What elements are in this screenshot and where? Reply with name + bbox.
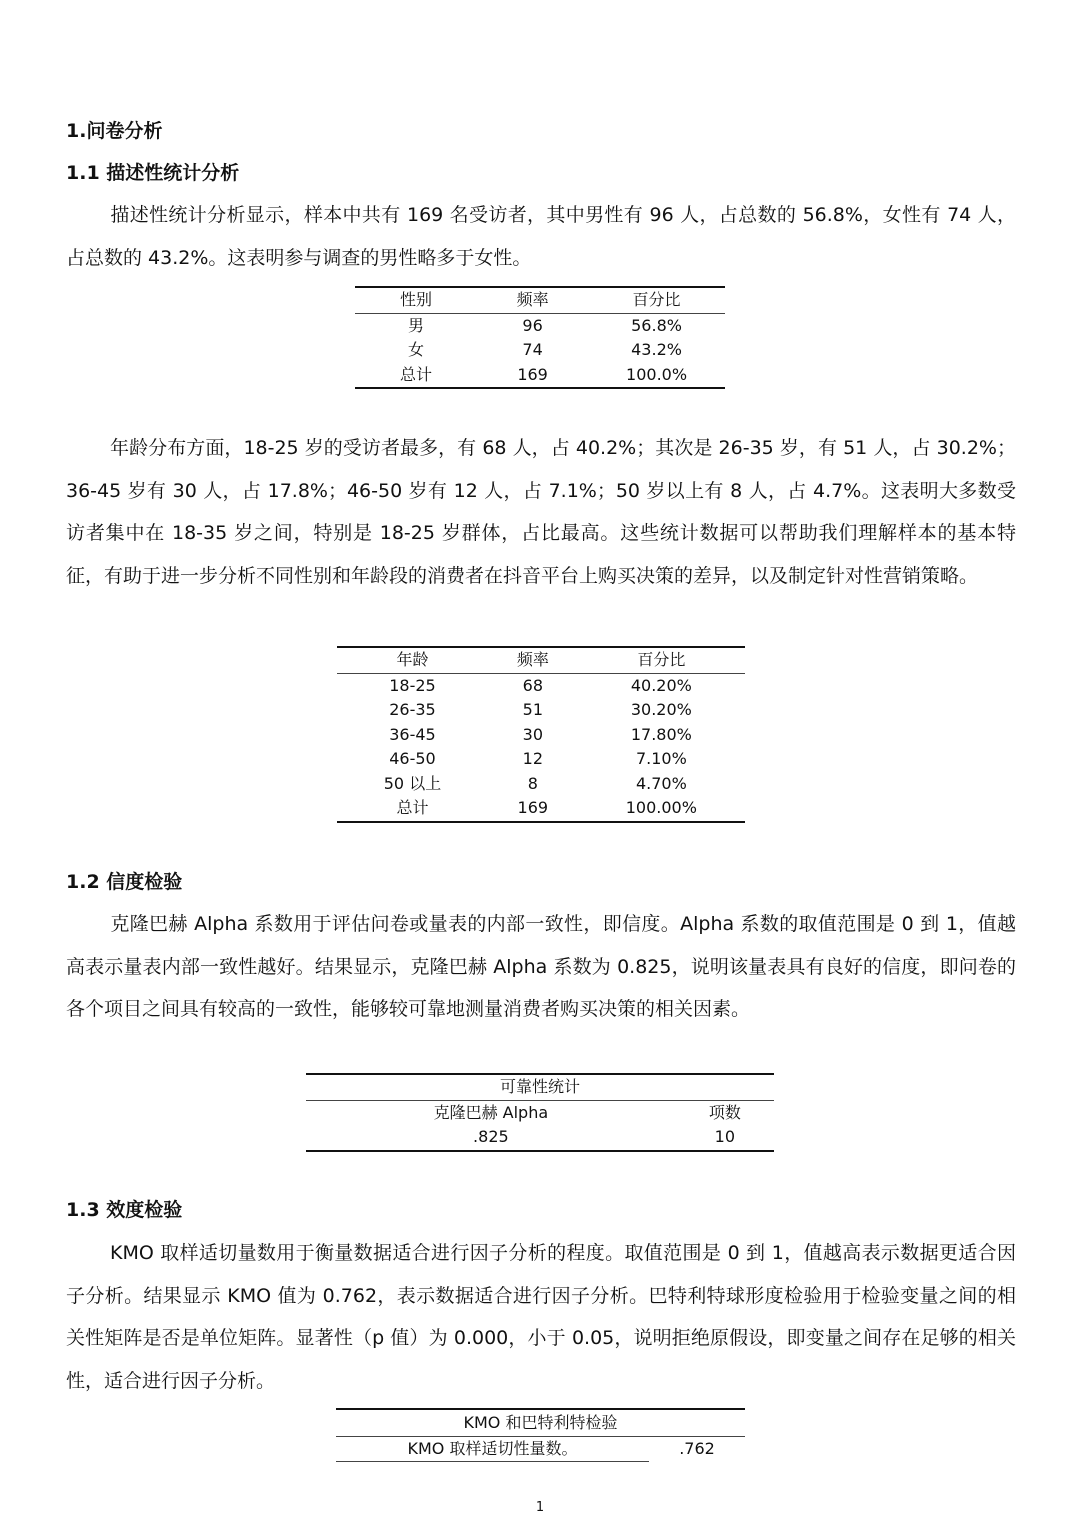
section-heading-1-2: 1.2 信度检验 [66, 871, 183, 893]
table-cell: 男 [408, 315, 425, 335]
table-header: 百分比 [578, 647, 745, 673]
table-row [337, 723, 745, 748]
table-header: 克隆巴赫 Alpha [433, 1102, 549, 1122]
table-title: 可靠性统计 [306, 1074, 774, 1100]
table-row [337, 673, 745, 698]
table-row [355, 363, 725, 389]
table-row [337, 747, 745, 772]
paragraph-validity: KMO 取样适切量数用于衡量数据适合进行因子分析的程度。取值范围是 0 到 1，值越高表示数据更适合因子分析。结果显示 KMO 值为 0.762，表示数据适合进行因子分析。巴特利特球形度检验用于检验变量之间的相关性矩阵是否是单位矩阵。显著性（p 值）为 0.000，小于 0.05，说明拒绝原假设，即变量之间存在足够的相关性，适合进行因子分析。 [66, 1242, 1016, 1392]
table-cell: 总计 [400, 364, 433, 384]
table-cell: 56.8% [631, 315, 682, 335]
table-header: 频率 [477, 287, 588, 313]
section-heading-1-3: 1.3 效度检验 [66, 1199, 183, 1221]
table-cell: 女 [408, 340, 425, 360]
section-heading-1: 1.问卷分析 [66, 120, 163, 142]
table-cell: .825 [473, 1127, 509, 1147]
table-cell: 12 [522, 749, 543, 769]
table-header: 频率 [488, 647, 578, 673]
table-row [355, 313, 725, 338]
age-table [337, 646, 745, 823]
table-row [306, 1125, 774, 1151]
table-cell: 7.10% [635, 749, 687, 769]
table-cell: 30 [522, 724, 543, 744]
kmo-label: KMO 取样适切性量数。 [336, 1437, 649, 1462]
table-cell: 100.0% [626, 364, 688, 384]
section-heading-1-1: 1.1 描述性统计分析 [66, 162, 240, 184]
table-cell: 10 [714, 1127, 736, 1147]
table-cell: 36-45 [389, 724, 436, 744]
table-cell: 51 [522, 700, 543, 720]
table-cell: 169 [517, 364, 548, 384]
table-cell: 总计 [396, 798, 429, 818]
table-cell: 74 [522, 340, 543, 360]
table-header: 性别 [355, 287, 477, 313]
table-cell: 96 [522, 315, 543, 335]
paragraph-reliability: 克隆巴赫 Alpha 系数用于评估问卷或量表的内部一致性，即信度。Alpha 系数的取值范围是 0 到 1，值越高表示量表内部一致性越好。结果显示，克隆巴赫 Alpha 系数为 0.825，说明该量表具有良好的信度，即问卷的各个项目之间具有较高的一致性，能够较可靠地测量消费者购买决策的相关因素。 [66, 913, 1016, 1020]
table-cell: 4.70% [635, 773, 687, 793]
table-cell: 169 [517, 798, 549, 818]
table-cell: 40.20% [630, 675, 692, 695]
table-row [337, 698, 745, 723]
table-cell: 18-25 [389, 675, 436, 695]
table-row [337, 796, 745, 822]
table-cell: 30.20% [630, 700, 692, 720]
table-cell: 46-50 [389, 749, 436, 769]
table-cell: 26-35 [389, 700, 436, 720]
table-cell: 100.00% [625, 798, 697, 818]
paragraph-age: 年龄分布方面，18-25 岁的受访者最多，有 68 人，占 40.2%；其次是 26-35 岁，有 51 人，占 30.2%；36-45 岁有 30 人，占 17.8%；46-50 岁有 12 人，占 7.1%；50 岁以上有 8 人，占 4.7%。这表明大多数受访者集中在 18-35 岁之间，特别是 18-25 岁群体，占比最高。这些统计数据可以帮助我们理解样本的基本特征，有助于进一步分析不同性别和年龄段的消费者在抖音平台上购买决策的差异，以及制定针对性营销策略。 [66, 437, 1016, 587]
table-header: 百分比 [588, 287, 725, 313]
table-cell: 43.2% [631, 340, 682, 360]
table-cell: 50 以上 [383, 773, 442, 793]
table-row [306, 1100, 774, 1125]
table-row [355, 338, 725, 363]
page-number: 1 [535, 1500, 545, 1515]
table-cell: 17.80% [630, 724, 692, 744]
reliability-table [306, 1073, 774, 1152]
table-header: 年龄 [337, 647, 488, 673]
gender-table [355, 286, 725, 389]
kmo-table [336, 1408, 745, 1461]
table-cell: 8 [527, 773, 538, 793]
paragraph-gender: 描述性统计分析显示，样本中共有 169 名受访者，其中男性有 96 人，占总数的 56.8%，女性有 74 人，占总数的 43.2%。这表明参与调查的男性略多于女性。 [66, 204, 1016, 269]
table-header: 项数 [708, 1102, 741, 1122]
table-row [337, 772, 745, 797]
kmo-value: .762 [679, 1439, 715, 1458]
table-cell: 68 [522, 675, 543, 695]
table-title: KMO 和巴特利特检验 [336, 1410, 745, 1437]
